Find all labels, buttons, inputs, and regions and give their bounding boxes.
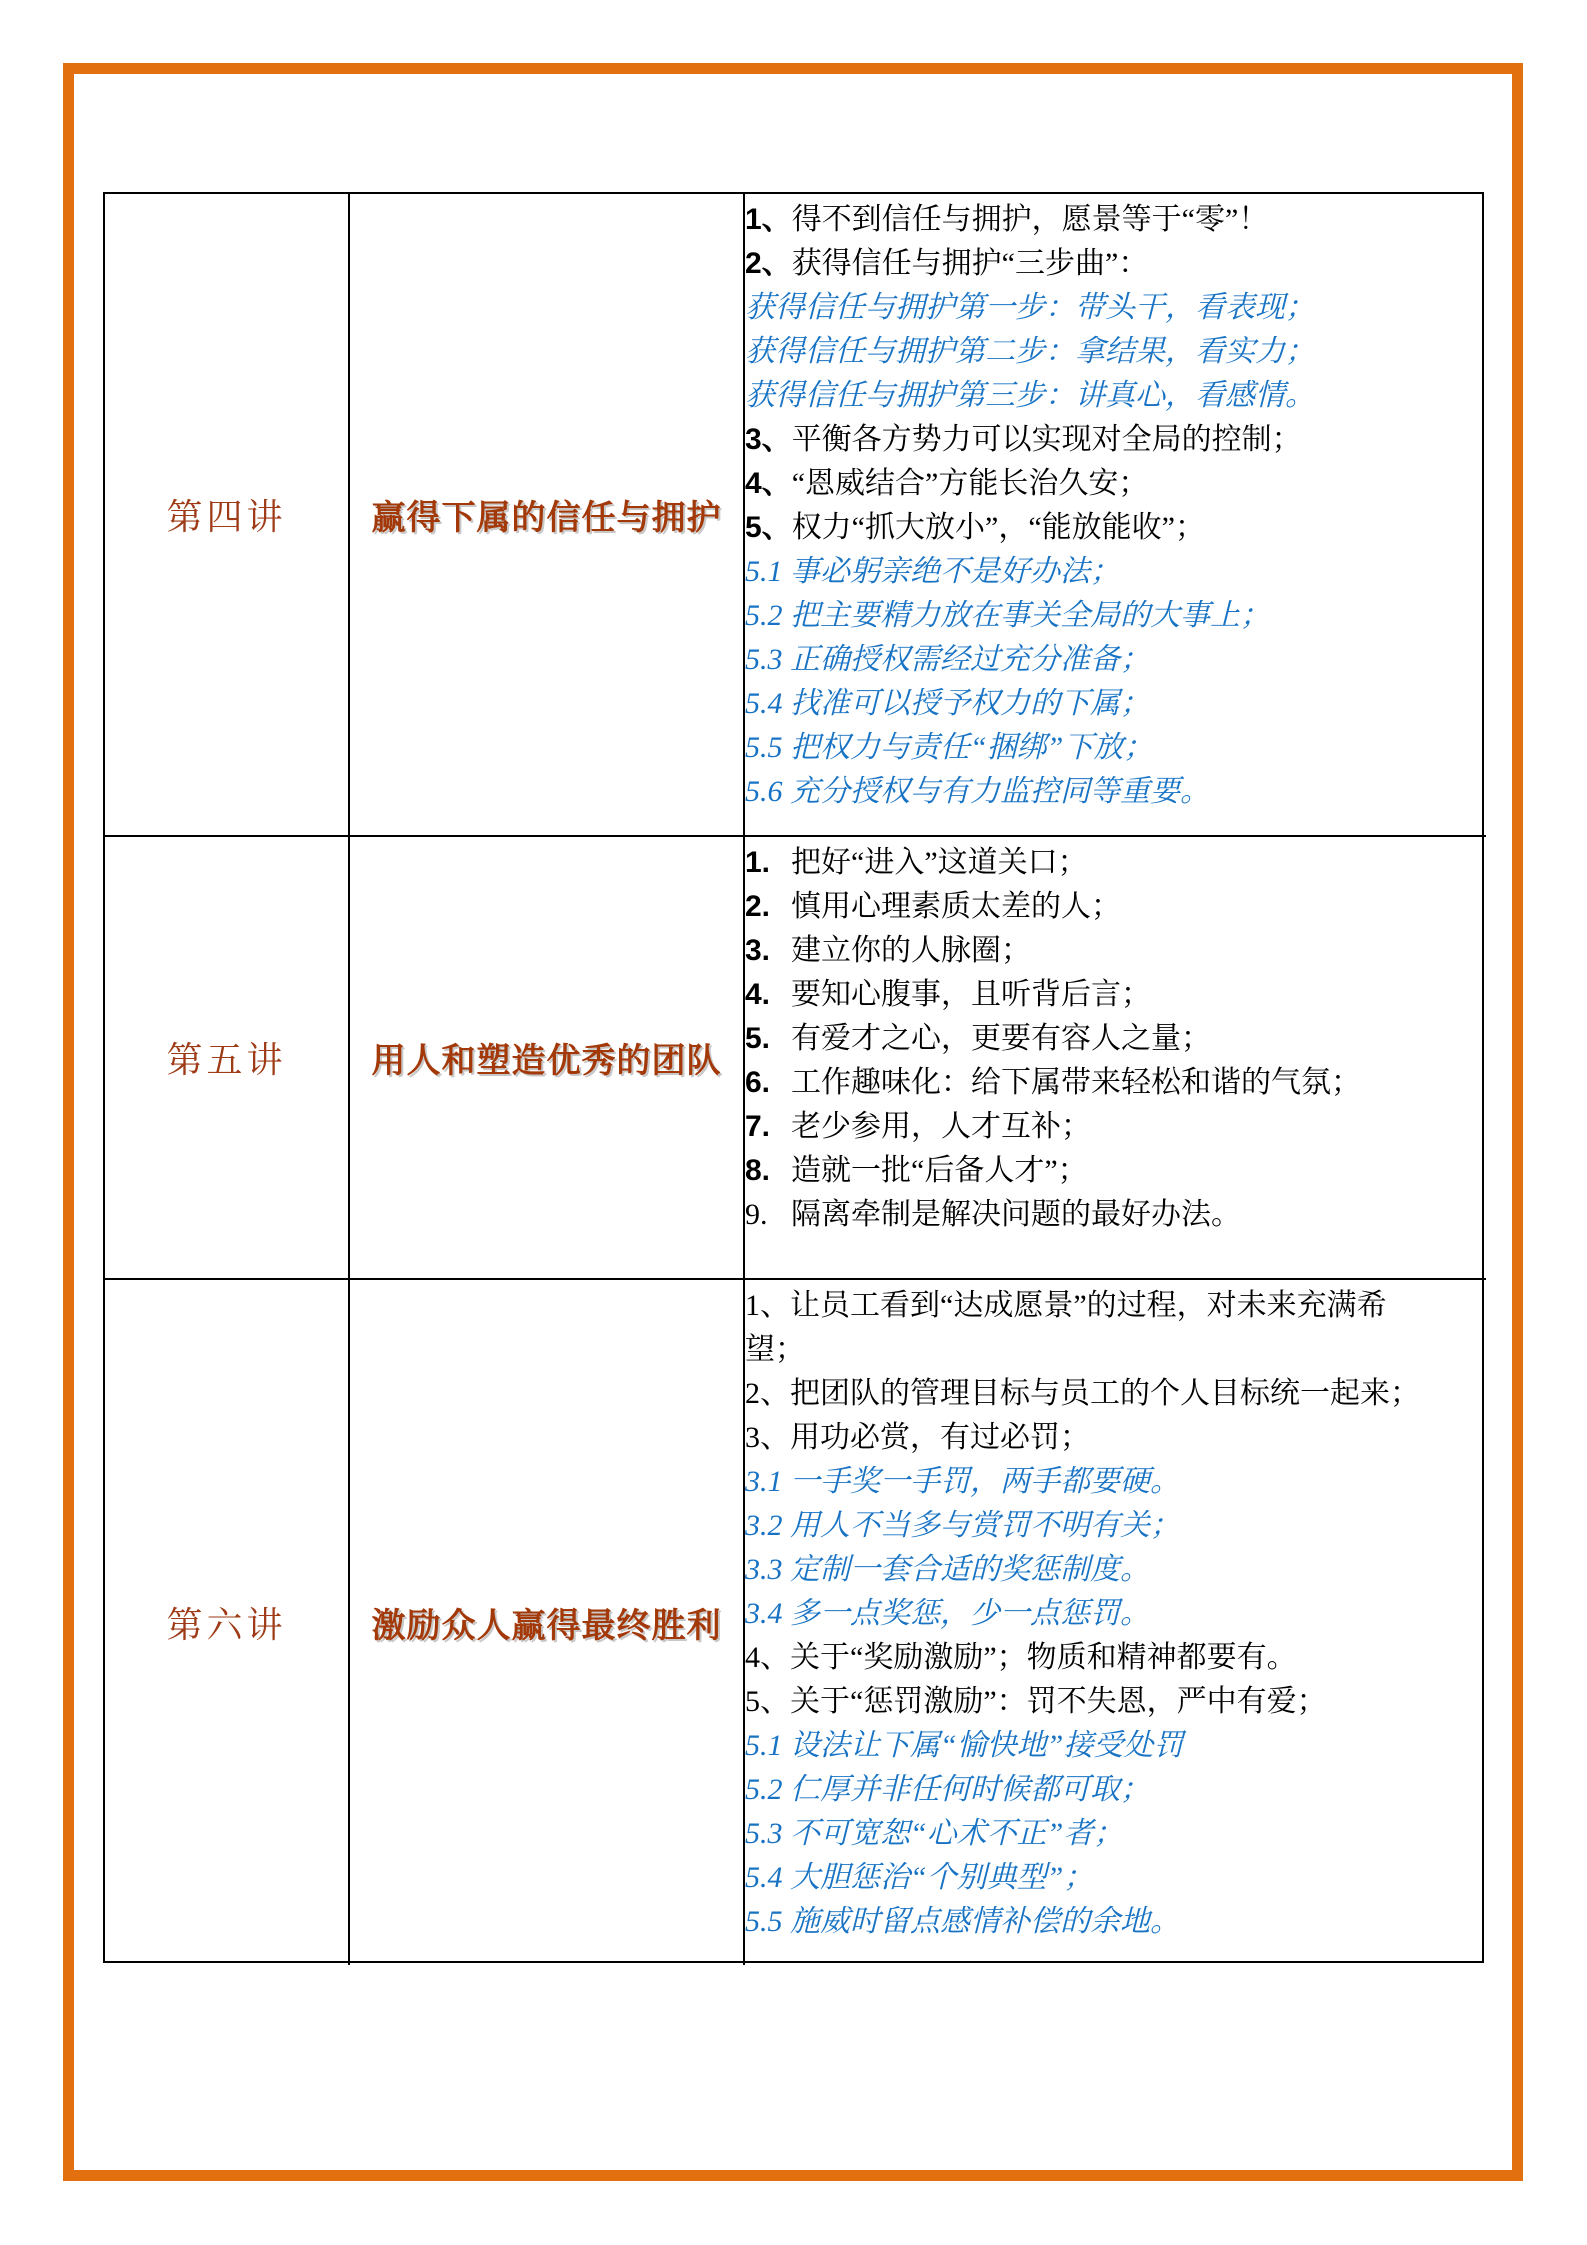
lecture-label: 第五讲 xyxy=(166,1040,287,1080)
point-text: 5.4 找准可以授予权力的下属； xyxy=(745,687,1150,720)
point-text: 有爱才之心，更要有容人之量； xyxy=(791,1022,1211,1055)
point-text: 3.3 定制一套合适的奖惩制度。 xyxy=(745,1553,1150,1586)
point-number: 2. xyxy=(745,890,771,923)
point-line xyxy=(745,1013,1486,1057)
point-line xyxy=(745,590,1486,634)
point-line xyxy=(745,1324,1486,1368)
point-line xyxy=(745,1808,1486,1852)
point-line xyxy=(745,1500,1486,1544)
point-text: 让员工看到“达成愿景”的过程，对未来充满希 xyxy=(790,1289,1387,1322)
point-text: 关于“惩罚激励”：罚不失恩，严中有爱； xyxy=(790,1685,1327,1718)
point-text: “恩威结合”方能长治久安； xyxy=(791,467,1149,500)
point-text: 关于“奖励激励”；物质和精神都要有。 xyxy=(790,1641,1297,1674)
point-text: 把团队的管理目标与员工的个人目标统一起来； xyxy=(790,1377,1420,1410)
point-line xyxy=(745,766,1486,810)
point-number: 1、 xyxy=(745,203,792,236)
title-label: 用人和塑造优秀的团队 xyxy=(371,1043,722,1080)
point-text: 5.1 设法让下属“愉快地”接受处罚 xyxy=(745,1729,1184,1762)
point-text: 5.3 不可宽恕“心术不正”者； xyxy=(745,1817,1124,1850)
point-text: 5.4 大胆惩治“个别典型”； xyxy=(745,1861,1094,1894)
point-line xyxy=(745,414,1486,458)
point-text: 5.3 正确授权需经过充分准备； xyxy=(745,643,1150,676)
point-text: 望； xyxy=(745,1333,805,1366)
points-cell xyxy=(745,194,1486,837)
point-number: 3. xyxy=(745,934,771,967)
point-text: 慎用心理素质太差的人； xyxy=(791,890,1121,923)
point-line xyxy=(745,678,1486,722)
point-line xyxy=(745,546,1486,590)
point-line xyxy=(745,1632,1486,1676)
point-line xyxy=(745,458,1486,502)
point-number: 3、 xyxy=(745,423,792,456)
lecture-cell xyxy=(105,1280,350,1965)
point-text: 获得信任与拥护“三步曲”： xyxy=(791,247,1149,280)
point-number: 1、 xyxy=(745,1289,790,1322)
point-text: 造就一批“后备人才”； xyxy=(791,1154,1088,1187)
point-line xyxy=(745,969,1486,1013)
point-text: 工作趣味化：给下属带来轻松和谐的气氛； xyxy=(791,1066,1361,1099)
point-line xyxy=(745,1145,1486,1189)
point-line xyxy=(745,194,1486,238)
point-line xyxy=(745,1101,1486,1145)
point-text: 5.6 充分授权与有力监控同等重要。 xyxy=(745,775,1210,808)
point-text: 平衡各方势力可以实现对全局的控制； xyxy=(791,423,1302,456)
point-line xyxy=(745,238,1486,282)
point-number: 4、 xyxy=(745,467,792,500)
point-text: 5.5 施威时留点感情补偿的余地。 xyxy=(745,1905,1180,1938)
point-text: 5.2 把主要精力放在事关全局的大事上； xyxy=(745,599,1270,632)
point-line xyxy=(745,1189,1486,1233)
point-number: 3、 xyxy=(745,1421,790,1454)
point-line xyxy=(745,881,1486,925)
point-text: 获得信任与拥护第一步：带头干，看表现； xyxy=(745,291,1315,324)
points-cell xyxy=(745,1280,1486,1965)
point-line xyxy=(745,634,1486,678)
point-line xyxy=(745,837,1486,881)
point-line xyxy=(745,1588,1486,1632)
lecture-cell xyxy=(105,194,350,837)
point-number: 4、 xyxy=(745,1641,790,1674)
point-number: 1. xyxy=(745,846,771,879)
point-number: 4. xyxy=(745,978,771,1011)
point-line xyxy=(745,1764,1486,1808)
point-text: 用功必赏，有过必罚； xyxy=(790,1421,1090,1454)
point-number: 8. xyxy=(745,1154,771,1187)
point-line xyxy=(745,1368,1486,1412)
title-cell xyxy=(350,1280,745,1965)
point-text: 3.2 用人不当多与赏罚不明有关； xyxy=(745,1509,1180,1542)
lecture-label: 第六讲 xyxy=(166,1605,287,1645)
title-cell xyxy=(350,194,745,837)
point-line xyxy=(745,1896,1486,1940)
point-text: 获得信任与拥护第二步：拿结果，看实力； xyxy=(745,335,1315,368)
point-number: 9. xyxy=(745,1198,768,1231)
point-number: 2、 xyxy=(745,1377,790,1410)
point-line xyxy=(745,1057,1486,1101)
point-text: 权力“抓大放小”，“能放能收”； xyxy=(791,511,1205,544)
title-cell xyxy=(350,837,745,1280)
lecture-label: 第四讲 xyxy=(166,497,287,537)
point-number: 6. xyxy=(745,1066,771,1099)
point-text: 老少参用，人才互补； xyxy=(791,1110,1091,1143)
point-text: 得不到信任与拥护，愿景等于“零”！ xyxy=(791,203,1269,236)
point-line xyxy=(745,1852,1486,1896)
point-line xyxy=(745,502,1486,546)
point-line xyxy=(745,1676,1486,1720)
title-label: 赢得下属的信任与拥护 xyxy=(371,500,722,537)
point-line xyxy=(745,1456,1486,1500)
point-text: 3.1 一手奖一手罚，两手都要硬。 xyxy=(745,1465,1180,1498)
points-cell xyxy=(745,837,1486,1280)
lecture-cell xyxy=(105,837,350,1280)
point-line xyxy=(745,370,1486,414)
point-text: 5.5 把权力与责任“捆绑”下放； xyxy=(745,731,1154,764)
point-text: 5.1 事必躬亲绝不是好办法； xyxy=(745,555,1120,588)
point-line xyxy=(745,1544,1486,1588)
point-text: 3.4 多一点奖惩，少一点惩罚。 xyxy=(745,1597,1150,1630)
point-number: 5. xyxy=(745,1022,771,1055)
point-text: 获得信任与拥护第三步：讲真心，看感情。 xyxy=(745,379,1315,412)
point-number: 7. xyxy=(745,1110,771,1143)
point-line xyxy=(745,1720,1486,1764)
point-number: 5、 xyxy=(745,1685,790,1718)
point-text: 5.2 仁厚并非任何时候都可取； xyxy=(745,1773,1150,1806)
point-text: 要知心腹事，且听背后言； xyxy=(791,978,1151,1011)
point-line xyxy=(745,282,1486,326)
point-line xyxy=(745,722,1486,766)
point-text: 把好“进入”这道关口； xyxy=(791,846,1088,879)
course-outline-table xyxy=(103,192,1484,1963)
title-label: 激励众人赢得最终胜利 xyxy=(371,1608,722,1645)
point-line xyxy=(745,925,1486,969)
point-line xyxy=(745,326,1486,370)
point-number: 5、 xyxy=(745,511,792,544)
point-text: 隔离牵制是解决问题的最好办法。 xyxy=(791,1198,1241,1231)
point-line xyxy=(745,1280,1486,1324)
point-line xyxy=(745,1412,1486,1456)
point-text: 建立你的人脉圈； xyxy=(791,934,1031,967)
point-number: 2、 xyxy=(745,247,792,280)
